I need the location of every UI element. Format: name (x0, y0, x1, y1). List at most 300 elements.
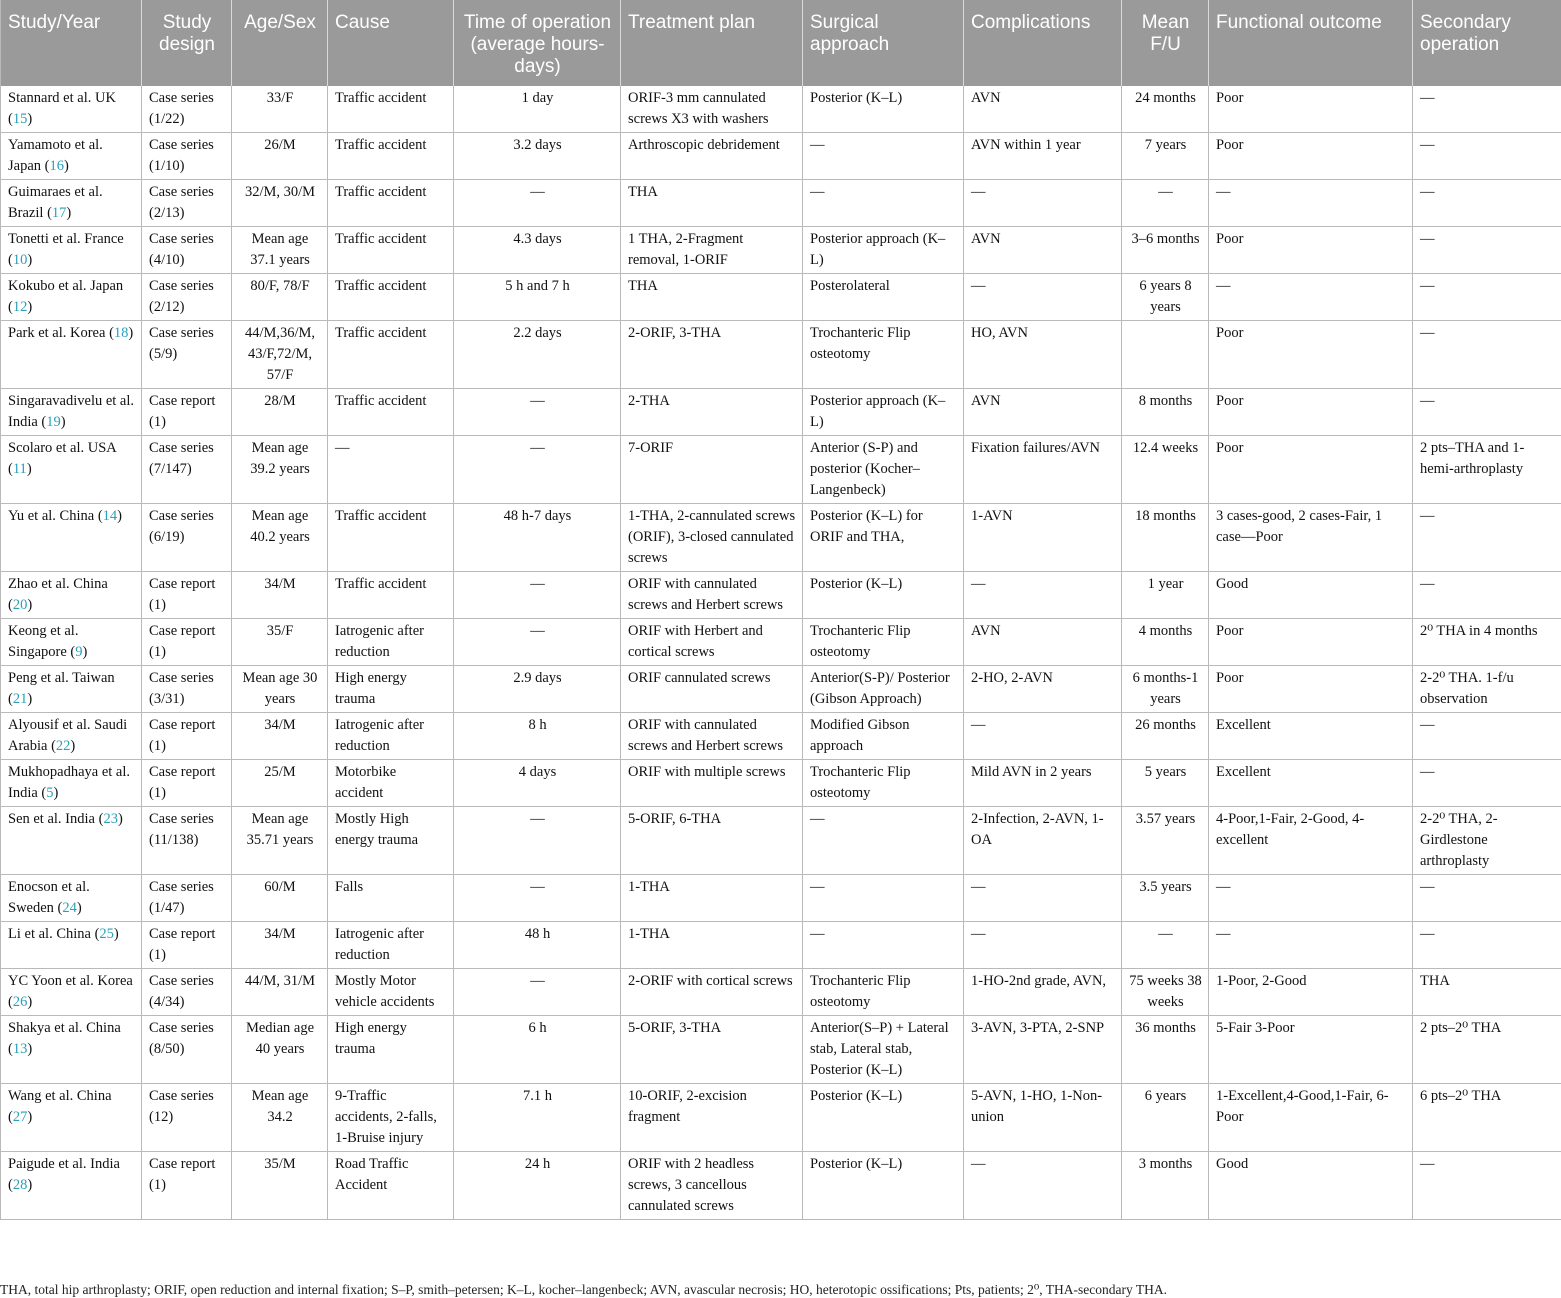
study-cell: Park et al. Korea (18) (1, 321, 142, 389)
reference-link[interactable]: 27 (12, 1109, 28, 1125)
study-cell: Sen et al. India (23) (1, 807, 142, 875)
complications-cell: 1-HO-2nd grade, AVN, (964, 969, 1122, 1016)
design-cell: Case series (12) (142, 1084, 232, 1152)
fu-cell: 6 years (1122, 1084, 1209, 1152)
study-name: Guimaraes et al. Brazil (8, 184, 103, 221)
approach-cell: Modified Gibson approach (803, 713, 964, 760)
table-row (1, 321, 1561, 389)
col-mean-fu-header: Mean F/U (1122, 0, 1209, 86)
treatment-cell: 5-ORIF, 6-THA (621, 807, 803, 875)
treatment-cell: Arthroscopic debridement (621, 133, 803, 180)
age-cell: 26/M (232, 133, 328, 180)
design-cell: Case report (1) (142, 389, 232, 436)
complications-cell: 2-Infection, 2-AVN, 1-OA (964, 807, 1122, 875)
cause-cell: High energy trauma (328, 1016, 454, 1084)
secondary-cell: — (1413, 572, 1561, 619)
table-row (1, 922, 1561, 969)
secondary-cell: — (1413, 180, 1561, 227)
age-cell: Median age 40 years (232, 1016, 328, 1084)
design-cell: Case series (5/9) (142, 321, 232, 389)
reference-link[interactable]: 9 (75, 644, 83, 660)
secondary-cell: 2-2⁰ THA. 1-f/u observation (1413, 666, 1561, 713)
outcome-cell: Poor (1209, 86, 1413, 133)
reference-link[interactable]: 20 (12, 597, 28, 613)
study-cell: Tonetti et al. France (10) (1, 227, 142, 274)
treatment-cell: THA (621, 274, 803, 321)
secondary-cell: — (1413, 389, 1561, 436)
design-cell: Case series (4/10) (142, 227, 232, 274)
time-cell: — (454, 180, 621, 227)
treatment-cell: ORIF cannulated screws (621, 666, 803, 713)
study-cell: Zhao et al. China (20) (1, 572, 142, 619)
table-footnote: THA, total hip arthroplasty; ORIF, open reduction and internal fixation; S–P, smith–petersen; K–L, kocher–langenbeck; AVN, avascular necrosis; HO, heterotopic ossifications; Pts, patients; 2⁰, THA-secondary THA. (0, 1282, 1167, 1297)
cause-cell: Traffic accident (328, 180, 454, 227)
approach-cell: — (803, 922, 964, 969)
design-cell: Case report (1) (142, 760, 232, 807)
col-cause-header: Cause (328, 0, 454, 86)
design-cell: Case report (1) (142, 922, 232, 969)
study-cell: Guimaraes et al. Brazil (17) (1, 180, 142, 227)
reference-link[interactable]: 28 (12, 1177, 28, 1193)
outcome-cell: Poor (1209, 436, 1413, 504)
table-row (1, 969, 1561, 1016)
col-time-of-operation-header: Time of operation (average hours-days) (454, 0, 621, 86)
cause-cell: Traffic accident (328, 504, 454, 572)
reference-link[interactable]: 17 (51, 205, 67, 221)
age-cell: 34/M (232, 713, 328, 760)
table-row (1, 133, 1561, 180)
treatment-cell: ORIF with 2 headless screws, 3 cancellous cannulated screws (621, 1152, 803, 1220)
fu-cell: 7 years (1122, 133, 1209, 180)
secondary-cell: 2-2⁰ THA, 2-Girdlestone arthroplasty (1413, 807, 1561, 875)
cause-cell: Mostly Motor vehicle accidents (328, 969, 454, 1016)
table-row (1, 572, 1561, 619)
approach-cell: Posterior (K–L) for ORIF and THA, (803, 504, 964, 572)
reference-link[interactable]: 16 (49, 158, 64, 174)
age-cell: Mean age 40.2 years (232, 504, 328, 572)
complications-cell: Fixation failures/AVN (964, 436, 1122, 504)
study-name: YC Yoon et al. Korea (8, 973, 133, 989)
time-cell: 2.2 days (454, 321, 621, 389)
outcome-cell: 5-Fair 3-Poor (1209, 1016, 1413, 1084)
study-name: Scolaro et al. USA (8, 440, 116, 456)
reference-link[interactable]: 10 (12, 252, 28, 268)
fu-cell: 8 months (1122, 389, 1209, 436)
approach-cell: Posterolateral (803, 274, 964, 321)
outcome-cell: Excellent (1209, 713, 1413, 760)
fu-cell: 6 years 8 years (1122, 274, 1209, 321)
fu-cell: 3.5 years (1122, 875, 1209, 922)
study-name: Enocson et al. Sweden (8, 879, 90, 916)
design-cell: Case series (2/12) (142, 274, 232, 321)
study-name: Mukhopadhaya et al. India (8, 764, 131, 801)
complications-cell: — (964, 572, 1122, 619)
cause-cell: Iatrogenic after reduction (328, 922, 454, 969)
treatment-cell: 2-THA (621, 389, 803, 436)
age-cell: Mean age 39.2 years (232, 436, 328, 504)
fu-cell: 4 months (1122, 619, 1209, 666)
study-name: Li et al. China (8, 926, 91, 942)
cause-cell: Traffic accident (328, 86, 454, 133)
col-surgical-approach-header: Surgical approach (803, 0, 964, 86)
approach-cell: — (803, 807, 964, 875)
age-cell: 44/M,36/M, 43/F,72/M, 57/F (232, 321, 328, 389)
approach-cell: Posterior approach (K–L) (803, 227, 964, 274)
col-complications-header: Complications (964, 0, 1122, 86)
table-row (1, 760, 1561, 807)
time-cell: — (454, 969, 621, 1016)
cause-cell: 9-Traffic accidents, 2-falls, 1-Bruise injury (328, 1084, 454, 1152)
age-cell: 25/M (232, 760, 328, 807)
outcome-cell: Poor (1209, 619, 1413, 666)
study-name: Yu et al. China (8, 508, 95, 524)
study-name: Kokubo et al. Japan (8, 278, 124, 294)
col-age-sex-header: Age/Sex (232, 0, 328, 86)
treatment-cell: 1 THA, 2-Fragment removal, 1-ORIF (621, 227, 803, 274)
reference-link[interactable]: 15 (12, 111, 28, 127)
complications-cell: — (964, 180, 1122, 227)
complications-cell: AVN within 1 year (964, 133, 1122, 180)
table-row (1, 436, 1561, 504)
approach-cell: — (803, 133, 964, 180)
table-row (1, 86, 1561, 133)
treatment-cell: ORIF with multiple screws (621, 760, 803, 807)
design-cell: Case series (8/50) (142, 1016, 232, 1084)
complications-cell: — (964, 1152, 1122, 1220)
design-cell: Case series (7/147) (142, 436, 232, 504)
design-cell: Case series (11/138) (142, 807, 232, 875)
study-name: Singaravadivelu et al. India (8, 393, 135, 430)
outcome-cell: Good (1209, 1152, 1413, 1220)
time-cell: 7.1 h (454, 1084, 621, 1152)
secondary-cell: — (1413, 922, 1561, 969)
secondary-cell: — (1413, 713, 1561, 760)
approach-cell: Posterior (K–L) (803, 1152, 964, 1220)
reference-link[interactable]: 24 (62, 900, 77, 916)
complications-cell: 2-HO, 2-AVN (964, 666, 1122, 713)
study-name: Tonetti et al. France (8, 231, 124, 247)
age-cell: Mean age 35.71 years (232, 807, 328, 875)
time-cell: — (454, 875, 621, 922)
complications-cell: AVN (964, 227, 1122, 274)
cause-cell: Iatrogenic after reduction (328, 713, 454, 760)
time-cell: — (454, 389, 621, 436)
study-cell: YC Yoon et al. Korea (26) (1, 969, 142, 1016)
age-cell: 60/M (232, 875, 328, 922)
complications-cell: HO, AVN (964, 321, 1122, 389)
reference-link[interactable]: 12 (12, 299, 28, 315)
outcome-cell: — (1209, 922, 1413, 969)
treatment-cell: 1-THA (621, 875, 803, 922)
study-name: Stannard et al. UK (8, 90, 116, 106)
outcome-cell: Excellent (1209, 760, 1413, 807)
design-cell: Case series (1/10) (142, 133, 232, 180)
approach-cell: Anterior(S-P)/ Posterior (Gibson Approach) (803, 666, 964, 713)
table-row (1, 666, 1561, 713)
table-row (1, 389, 1561, 436)
outcome-cell: Poor (1209, 389, 1413, 436)
complications-cell: 1-AVN (964, 504, 1122, 572)
table-row (1, 1016, 1561, 1084)
cause-cell: Traffic accident (328, 227, 454, 274)
age-cell: 28/M (232, 389, 328, 436)
study-cell: Li et al. China (25) (1, 922, 142, 969)
time-cell: — (454, 807, 621, 875)
fu-cell: 26 months (1122, 713, 1209, 760)
col-secondary-operation-header: Secondary operation (1413, 0, 1561, 86)
approach-cell: Trochanteric Flip osteotomy (803, 760, 964, 807)
study-cell: Peng et al. Taiwan (21) (1, 666, 142, 713)
study-cell: Wang et al. China (27) (1, 1084, 142, 1152)
treatment-cell: ORIF-3 mm cannulated screws X3 with washers (621, 86, 803, 133)
approach-cell: Trochanteric Flip osteotomy (803, 321, 964, 389)
age-cell: 80/F, 78/F (232, 274, 328, 321)
time-cell: 24 h (454, 1152, 621, 1220)
time-cell: — (454, 436, 621, 504)
secondary-cell: THA (1413, 969, 1561, 1016)
study-name: Shakya et al. China (8, 1020, 121, 1036)
time-cell: 6 h (454, 1016, 621, 1084)
outcome-cell: — (1209, 274, 1413, 321)
cause-cell: High energy trauma (328, 666, 454, 713)
secondary-cell: 2⁰ THA in 4 months (1413, 619, 1561, 666)
reference-link[interactable]: 19 (46, 414, 61, 430)
fu-cell: 36 months (1122, 1016, 1209, 1084)
outcome-cell: — (1209, 875, 1413, 922)
table-row (1, 180, 1561, 227)
time-cell: 1 day (454, 86, 621, 133)
design-cell: Case series (1/22) (142, 86, 232, 133)
design-cell: Case series (6/19) (142, 504, 232, 572)
fu-cell: 18 months (1122, 504, 1209, 572)
outcome-cell: — (1209, 180, 1413, 227)
cause-cell: Traffic accident (328, 133, 454, 180)
approach-cell: Anterior (S-P) and posterior (Kocher–Langenbeck) (803, 436, 964, 504)
age-cell: 34/M (232, 572, 328, 619)
cause-cell: Iatrogenic after reduction (328, 619, 454, 666)
complications-cell: Mild AVN in 2 years (964, 760, 1122, 807)
secondary-cell: — (1413, 504, 1561, 572)
secondary-cell: — (1413, 875, 1561, 922)
fu-cell: 24 months (1122, 86, 1209, 133)
secondary-cell: 6 pts–2⁰ THA (1413, 1084, 1561, 1152)
complications-cell: 5-AVN, 1-HO, 1-Non-union (964, 1084, 1122, 1152)
secondary-cell: — (1413, 1152, 1561, 1220)
cause-cell: Motorbike accident (328, 760, 454, 807)
outcome-cell: Poor (1209, 321, 1413, 389)
design-cell: Case report (1) (142, 572, 232, 619)
complications-cell: AVN (964, 619, 1122, 666)
age-cell: Mean age 37.1 years (232, 227, 328, 274)
secondary-cell: — (1413, 274, 1561, 321)
approach-cell: Posterior (K–L) (803, 86, 964, 133)
reference-link[interactable]: 11 (12, 461, 27, 477)
approach-cell: Anterior(S–P) + Lateral stab, Lateral stab, Posterior (K–L) (803, 1016, 964, 1084)
reference-link[interactable]: 23 (103, 811, 118, 827)
outcome-cell: Good (1209, 572, 1413, 619)
age-cell: 35/M (232, 1152, 328, 1220)
approach-cell: Trochanteric Flip osteotomy (803, 619, 964, 666)
study-cell: Stannard et al. UK (15) (1, 86, 142, 133)
outcome-cell: 4-Poor,1-Fair, 2-Good, 4-excellent (1209, 807, 1413, 875)
secondary-cell: — (1413, 321, 1561, 389)
study-cell: Yamamoto et al. Japan (16) (1, 133, 142, 180)
outcome-cell: 3 cases-good, 2 cases-Fair, 1 case—Poor (1209, 504, 1413, 572)
reference-link[interactable]: 18 (113, 325, 129, 341)
age-cell: 33/F (232, 86, 328, 133)
fu-cell: 1 year (1122, 572, 1209, 619)
table-row (1, 807, 1561, 875)
study-name: Zhao et al. China (8, 576, 108, 592)
secondary-cell: 2 pts–THA and 1-hemi-arthroplasty (1413, 436, 1561, 504)
study-name: Sen et al. India (8, 811, 95, 827)
design-cell: Case series (1/47) (142, 875, 232, 922)
study-cell: Mukhopadhaya et al. India (5) (1, 760, 142, 807)
study-cell: Enocson et al. Sweden (24) (1, 875, 142, 922)
fu-cell: 6 months-1 years (1122, 666, 1209, 713)
complications-cell: — (964, 922, 1122, 969)
study-name: Park et al. Korea (8, 325, 106, 341)
treatment-cell: 2-ORIF with cortical screws (621, 969, 803, 1016)
table-row (1, 274, 1561, 321)
time-cell: 3.2 days (454, 133, 621, 180)
age-cell: Mean age 34.2 (232, 1084, 328, 1152)
fu-cell: 3.57 years (1122, 807, 1209, 875)
cause-cell: Traffic accident (328, 572, 454, 619)
col-treatment-plan-header: Treatment plan (621, 0, 803, 86)
design-cell: Case series (2/13) (142, 180, 232, 227)
design-cell: Case series (3/31) (142, 666, 232, 713)
reference-link[interactable]: 22 (55, 738, 71, 754)
col-functional-outcome-header: Functional outcome (1209, 0, 1413, 86)
study-cell: Singaravadivelu et al. India (19) (1, 389, 142, 436)
time-cell: 2.9 days (454, 666, 621, 713)
time-cell: — (454, 619, 621, 666)
secondary-cell: — (1413, 227, 1561, 274)
design-cell: Case report (1) (142, 619, 232, 666)
reference-link[interactable]: 13 (12, 1041, 28, 1057)
fu-cell: 3 months (1122, 1152, 1209, 1220)
secondary-cell: — (1413, 133, 1561, 180)
study-cell: Alyousif et al. Saudi Arabia (22) (1, 713, 142, 760)
age-cell: 34/M (232, 922, 328, 969)
cause-cell: Traffic accident (328, 389, 454, 436)
complications-cell: — (964, 713, 1122, 760)
outcome-cell: Poor (1209, 666, 1413, 713)
fu-cell: — (1122, 922, 1209, 969)
design-cell: Case report (1) (142, 713, 232, 760)
treatment-cell: THA (621, 180, 803, 227)
treatment-cell: 10-ORIF, 2-excision fragment (621, 1084, 803, 1152)
fu-cell: 75 weeks 38 weeks (1122, 969, 1209, 1016)
fu-cell: 5 years (1122, 760, 1209, 807)
cause-cell: Traffic accident (328, 321, 454, 389)
reference-link[interactable]: 26 (12, 994, 28, 1010)
table-row (1, 504, 1561, 572)
treatment-cell: ORIF with cannulated screws and Herbert screws (621, 572, 803, 619)
study-name: Yamamoto et al. Japan (8, 137, 103, 174)
outcome-cell: 1-Excellent,4-Good,1-Fair, 6-Poor (1209, 1084, 1413, 1152)
age-cell: Mean age 30 years (232, 666, 328, 713)
study-cell: Paigude et al. India (28) (1, 1152, 142, 1220)
table-row (1, 227, 1561, 274)
table-row (1, 875, 1561, 922)
age-cell: 44/M, 31/M (232, 969, 328, 1016)
complications-cell: — (964, 875, 1122, 922)
age-cell: 32/M, 30/M (232, 180, 328, 227)
fu-cell: 12.4 weeks (1122, 436, 1209, 504)
time-cell: 4 days (454, 760, 621, 807)
fu-cell: 3–6 months (1122, 227, 1209, 274)
table-header (1, 0, 1561, 86)
time-cell: — (454, 572, 621, 619)
complications-cell: — (964, 274, 1122, 321)
study-cell: Yu et al. China (14) (1, 504, 142, 572)
age-cell: 35/F (232, 619, 328, 666)
table-row (1, 1084, 1561, 1152)
study-name: Wang et al. China (8, 1088, 112, 1104)
time-cell: 48 h-7 days (454, 504, 621, 572)
complications-cell: AVN (964, 389, 1122, 436)
fu-cell (1122, 321, 1209, 389)
reference-link[interactable]: 14 (102, 508, 118, 524)
table-body (1, 86, 1561, 1220)
complications-cell: AVN (964, 86, 1122, 133)
header-row (1, 0, 1561, 86)
study-name: Alyousif et al. Saudi Arabia (8, 717, 128, 754)
treatment-cell: 7-ORIF (621, 436, 803, 504)
study-cell: Shakya et al. China (13) (1, 1016, 142, 1084)
cause-cell: Traffic accident (328, 274, 454, 321)
reference-link[interactable]: 5 (46, 785, 54, 801)
study-cell: Kokubo et al. Japan (12) (1, 274, 142, 321)
treatment-cell: 1-THA, 2-cannulated screws (ORIF), 3-closed cannulated screws (621, 504, 803, 572)
reference-link[interactable]: 25 (99, 926, 114, 942)
study-cell: Scolaro et al. USA (11) (1, 436, 142, 504)
col-study-year-header: Study/Year (1, 0, 142, 86)
approach-cell: Posterior approach (K–L) (803, 389, 964, 436)
treatment-cell: 2-ORIF, 3-THA (621, 321, 803, 389)
table-row (1, 619, 1561, 666)
secondary-cell: — (1413, 760, 1561, 807)
approach-cell: Posterior (K–L) (803, 572, 964, 619)
cause-cell: Mostly High energy trauma (328, 807, 454, 875)
reference-link[interactable]: 21 (12, 691, 28, 707)
approach-cell: Trochanteric Flip osteotomy (803, 969, 964, 1016)
cause-cell: Road Traffic Accident (328, 1152, 454, 1220)
col-study-design-header: Study design (142, 0, 232, 86)
outcome-cell: 1-Poor, 2-Good (1209, 969, 1413, 1016)
outcome-cell: Poor (1209, 133, 1413, 180)
treatment-cell: ORIF with cannulated screws and Herbert screws (621, 713, 803, 760)
time-cell: 5 h and 7 h (454, 274, 621, 321)
table-row (1, 713, 1561, 760)
time-cell: 4.3 days (454, 227, 621, 274)
treatment-cell: 5-ORIF, 3-THA (621, 1016, 803, 1084)
treatment-cell: 1-THA (621, 922, 803, 969)
time-cell: 48 h (454, 922, 621, 969)
design-cell: Case report (1) (142, 1152, 232, 1220)
fu-cell: — (1122, 180, 1209, 227)
approach-cell: — (803, 180, 964, 227)
design-cell: Case series (4/34) (142, 969, 232, 1016)
cause-cell: Falls (328, 875, 454, 922)
time-cell: 8 h (454, 713, 621, 760)
study-name: Peng et al. Taiwan (8, 670, 115, 686)
secondary-cell: 2 pts–2⁰ THA (1413, 1016, 1561, 1084)
study-name: Paigude et al. India (8, 1156, 120, 1172)
treatment-cell: ORIF with Herbert and cortical screws (621, 619, 803, 666)
